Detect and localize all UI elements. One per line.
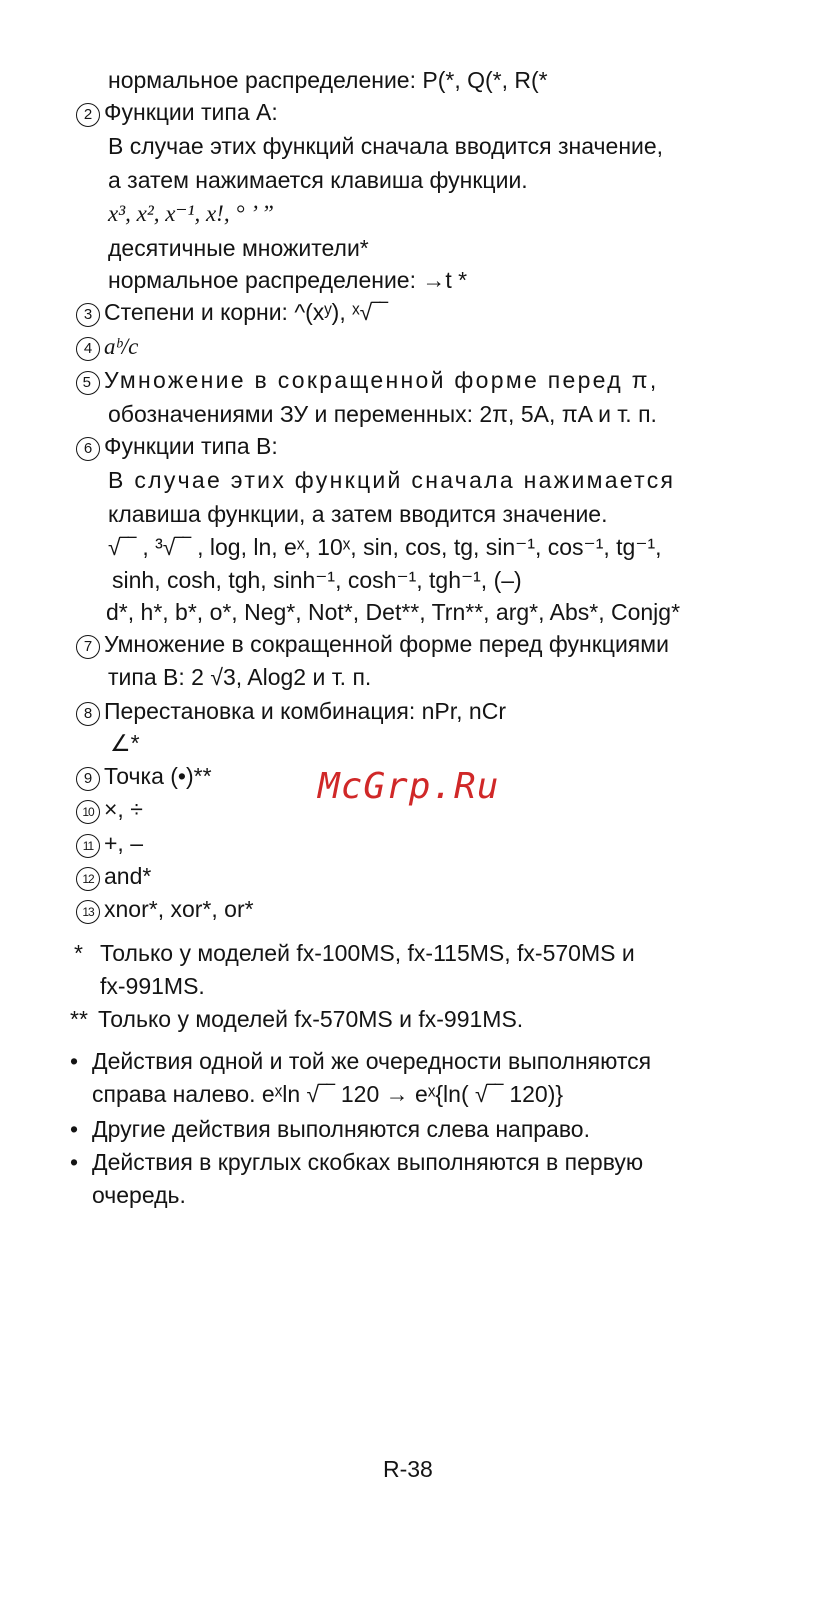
watermark: McGrp.Ru (318, 766, 500, 807)
text-line: Другие действия выполняются слева направо. (92, 1116, 590, 1142)
list-item-13 (76, 895, 254, 924)
text-line: ×, ÷ (104, 796, 143, 822)
list-item-11 (76, 829, 143, 858)
angle-symbol: ∠* (110, 730, 140, 756)
text-line: нормальное распределение: P(*, Q(*, R(* (108, 67, 548, 93)
footnote-mark: ** (70, 1006, 88, 1032)
formula-line: x³, x², x⁻¹, x!, ° ’ ” (108, 201, 274, 226)
list-item-12 (76, 862, 151, 891)
list-item-6 (76, 432, 278, 461)
circled-number: 11 (76, 834, 100, 858)
circled-number: 9 (76, 767, 100, 791)
text-line: клавиша функции, а затем вводится значение. (108, 501, 608, 527)
bullet-icon: • (70, 1116, 79, 1142)
list-item-2 (76, 98, 278, 127)
bullet-icon: • (70, 1149, 79, 1175)
circled-number: 8 (76, 702, 100, 726)
text-line: десятичные множители* (108, 235, 369, 261)
text-line: fx-991MS. (100, 973, 205, 999)
circled-number: 2 (76, 103, 100, 127)
text-line: обозначениями ЗУ и переменных: 2π, 5A, πA и т. п. (108, 401, 657, 427)
text-line: +, – (104, 830, 144, 856)
text-line: Действия в круглых скобках выполняются в первую (92, 1149, 644, 1175)
text-line: Умножение в сокращенной форме перед функциями (104, 631, 669, 657)
list-item-4 (76, 332, 138, 361)
list-item-8 (76, 697, 506, 726)
text-line: типа B: 2 √3, Alog2 и т. п. (108, 664, 372, 690)
circled-number: 12 (76, 867, 100, 891)
text-line: xnor*, xor*, or* (104, 896, 254, 922)
text-line: and* (104, 863, 152, 889)
circled-number: 3 (76, 303, 100, 327)
bullet-item (70, 1115, 590, 1143)
circled-number: 13 (76, 900, 100, 924)
formula-line: √‾‾ , ³√‾‾ , log, ln, eˣ, 10ˣ, sin, cos, tg, sin⁻¹, cos⁻¹, tg⁻¹, (108, 534, 662, 560)
text-line: очередь. (92, 1182, 186, 1208)
text-line: Функции типа A: (104, 99, 278, 125)
circled-number: 7 (76, 635, 100, 659)
text-line: а затем нажимается клавиша функции. (108, 167, 528, 193)
circled-number: 5 (76, 371, 100, 395)
bullet-item (70, 1148, 643, 1176)
text-line: Только у моделей fx-570MS и fx-991MS. (98, 1006, 524, 1032)
list-item-9 (76, 762, 212, 791)
list-item-10 (76, 795, 143, 824)
footnote-mark: * (74, 940, 83, 966)
footnote-single (74, 939, 635, 967)
list-item-3 (76, 298, 388, 327)
list-item-5 (76, 366, 659, 395)
text-line: Только у моделей fx-100MS, fx-115MS, fx-570MS и (100, 940, 635, 966)
footnote-double (70, 1005, 523, 1033)
text-line: Умножение в сокращенной форме перед π, (104, 367, 659, 393)
circled-number: 4 (76, 337, 100, 361)
text-line: В случае этих функций сначала вводится значение, (108, 133, 664, 159)
page-number: R-38 (383, 1456, 433, 1482)
text-line: нормальное распределение: →t * (108, 267, 468, 293)
bullet-icon: • (70, 1048, 79, 1074)
formula-line: aᵇ/c (104, 334, 139, 359)
text-line: Степени и корни: ^(xʸ), ˣ√‾‾ (104, 299, 388, 325)
text-line: d*, h*, b*, o*, Neg*, Not*, Det**, Trn**, arg*, Abs*, Conjg* (106, 599, 681, 625)
formula-line: sinh, cosh, tgh, sinh⁻¹, cosh⁻¹, tgh⁻¹, (–) (112, 567, 522, 593)
circled-number: 6 (76, 437, 100, 461)
text-line: Точка (•)** (104, 763, 212, 789)
formula-line: справа налево. eˣln √‾‾ 120 → eˣ{ln( √‾‾ 120)} (92, 1081, 564, 1107)
text-line: Функции типа B: (104, 433, 278, 459)
text-line: В случае этих функций сначала нажимается (108, 467, 676, 493)
text-line: Перестановка и комбинация: nPr, nCr (104, 698, 506, 724)
list-item-7 (76, 630, 669, 659)
circled-number: 10 (76, 800, 100, 824)
bullet-item (70, 1047, 651, 1075)
text-line: Действия одной и той же очередности выполняются (92, 1048, 652, 1074)
